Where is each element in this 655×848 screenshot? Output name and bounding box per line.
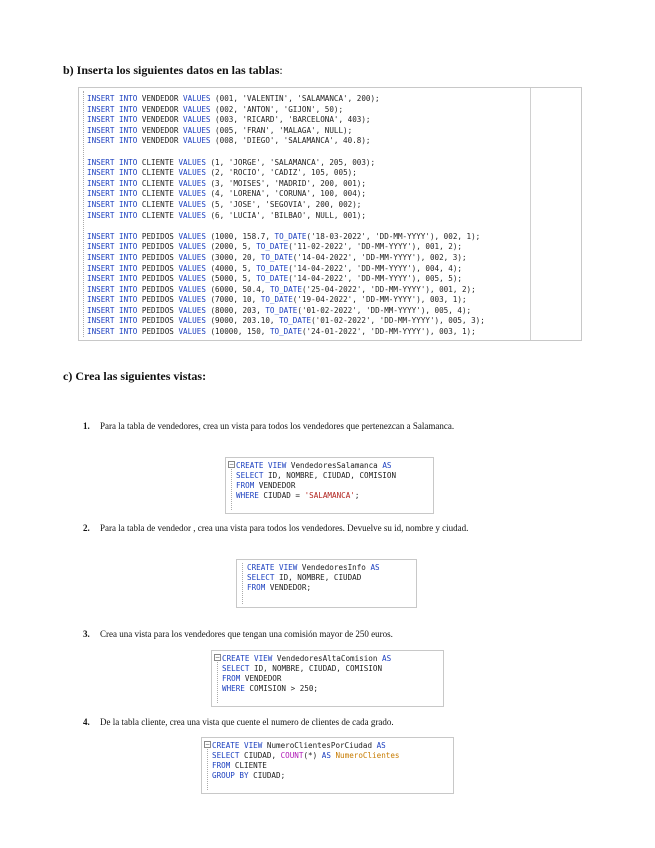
code-line — [87, 126, 485, 137]
values-text: (10000, 150, — [210, 327, 266, 337]
values-text: (002, 'ANTON', 'GIJON', 50); — [215, 104, 344, 114]
item-number: 2. — [83, 523, 90, 533]
sql-keyword: CREATE VIEW — [247, 563, 298, 572]
sql-keyword: VALUES — [178, 189, 206, 199]
values-text: (8000, 203, — [210, 305, 261, 315]
table-name: VENDEDOR — [141, 136, 179, 146]
sql-text: COMISION > 250; — [244, 684, 319, 693]
table-name: PEDIDOS — [141, 252, 174, 262]
sql-keyword: VALUES — [183, 125, 211, 135]
code-right-margin-line — [530, 88, 531, 340]
collapse-toggle-icon[interactable]: − — [215, 654, 221, 661]
sql-keyword: INSERT INTO — [87, 327, 138, 337]
sql-function: TO_DATE — [260, 252, 293, 262]
insert-code-lines — [87, 94, 485, 338]
sql-function: TO_DATE — [256, 242, 289, 252]
code-line — [87, 179, 485, 190]
sql-keyword: INSERT INTO — [87, 231, 138, 241]
collapse-toggle-icon[interactable]: − — [205, 741, 211, 748]
insert-code-block — [78, 87, 582, 341]
sql-keyword: FROM — [236, 481, 255, 490]
table-name: CLIENTE — [141, 157, 174, 167]
sql-text: ; — [354, 491, 360, 500]
sql-keyword: INSERT INTO — [87, 263, 138, 273]
code-line — [247, 573, 380, 583]
values-text: (2, 'ROCIO', 'CADIZ', 105, 005); — [210, 168, 357, 178]
sql-keyword: AS — [376, 741, 386, 750]
values-text: (005, 'FRAN', 'MALAGA', NULL); — [215, 125, 353, 135]
sql-keyword: INSERT INTO — [87, 94, 138, 103]
sql-keyword: FROM — [247, 583, 266, 592]
sql-keyword: VALUES — [178, 305, 206, 315]
item-number: 4. — [83, 717, 90, 727]
code-gutter — [207, 749, 208, 790]
sql-keyword: INSERT INTO — [87, 316, 138, 326]
code-line — [222, 664, 391, 674]
sql-keyword: INSERT INTO — [87, 104, 138, 114]
code-line — [87, 211, 485, 222]
sql-keyword: AS — [321, 751, 331, 760]
item-text: Para la tabla de vendedor , crea una vista para todos los vendedores. Devuelve su id, nombre y ciudad. — [100, 523, 469, 533]
table-name: PEDIDOS — [141, 305, 174, 315]
view-code-block-3 — [211, 650, 444, 707]
sql-text: ID, NOMBRE, CIUDAD, COMISION — [263, 471, 397, 480]
code-line — [87, 115, 485, 126]
values-text: ('25-04-2022', 'DD-MM-YYYY'), 001, 2); — [301, 284, 476, 294]
code-line — [87, 158, 485, 169]
table-name: CLIENTE — [141, 178, 174, 188]
sql-function: TO_DATE — [256, 274, 289, 284]
item-number: 3. — [83, 629, 90, 639]
table-name: PEDIDOS — [141, 274, 174, 284]
values-text: (008, 'DIEGO', 'SALAMANCA', 40.8); — [215, 136, 371, 146]
code-gutter — [231, 469, 232, 510]
values-text: (6000, 50.4, — [210, 284, 266, 294]
sql-keyword: VALUES — [183, 115, 211, 125]
sql-keyword: WHERE — [222, 684, 245, 693]
view-code-lines — [212, 741, 399, 781]
section-b-heading-colon: : — [279, 63, 283, 77]
sql-keyword: VALUES — [178, 295, 206, 305]
sql-keyword: VALUES — [178, 210, 206, 220]
sql-keyword: GROUP BY — [212, 771, 249, 780]
table-name: PEDIDOS — [141, 231, 174, 241]
code-line — [87, 285, 485, 296]
table-name: CLIENTE — [141, 189, 174, 199]
item-text: Crea una vista para los vendedores que tengan una comisión mayor de 250 euros. — [100, 629, 393, 639]
code-line — [87, 253, 485, 264]
sql-keyword: INSERT INTO — [87, 210, 138, 220]
sql-text: ID, NOMBRE, CIUDAD — [274, 573, 362, 582]
sql-keyword: VALUES — [183, 136, 211, 146]
sql-keyword: INSERT INTO — [87, 274, 138, 284]
values-text: (5000, 5, — [210, 274, 252, 284]
values-text: (3000, 20, — [210, 252, 257, 262]
values-text: ('01-02-2022', 'DD-MM-YYYY'), 005, 4); — [297, 305, 472, 315]
view-code-block-1 — [225, 457, 434, 514]
sql-keyword: INSERT INTO — [87, 305, 138, 315]
sql-string: 'SALAMANCA' — [304, 491, 355, 500]
sql-keyword: INSERT INTO — [87, 284, 138, 294]
sql-keyword: AS — [382, 461, 392, 470]
sql-keyword: VALUES — [178, 178, 206, 188]
table-name: VENDEDOR — [141, 104, 179, 114]
sql-keyword: SELECT — [236, 471, 264, 480]
sql-function: NumeroClientes — [330, 751, 400, 760]
table-name: CLIENTE — [141, 199, 174, 209]
sql-keyword: INSERT INTO — [87, 178, 138, 188]
view-code-block-2 — [236, 559, 417, 608]
sql-keyword: FROM — [212, 761, 231, 770]
code-line — [87, 295, 485, 306]
code-line — [222, 674, 391, 684]
code-line — [222, 684, 391, 694]
sql-text: VENDEDOR — [254, 481, 296, 490]
sql-function: TO_DATE — [269, 327, 302, 337]
values-text: (6, 'LUCIA', 'BILBAO', NULL, 001); — [210, 210, 366, 220]
code-line — [87, 189, 485, 200]
sql-keyword: VALUES — [178, 316, 206, 326]
sql-keyword: CREATE VIEW — [222, 654, 273, 663]
values-text: ('11-02-2022', 'DD-MM-YYYY'), 001, 2); — [288, 242, 462, 252]
sql-function: TO_DATE — [256, 263, 289, 273]
sql-keyword: VALUES — [178, 284, 206, 294]
code-line — [212, 741, 399, 751]
sql-keyword: INSERT INTO — [87, 189, 138, 199]
sql-keyword: SELECT — [212, 751, 240, 760]
code-line — [236, 471, 396, 481]
sql-keyword: VALUES — [178, 199, 206, 209]
code-line — [87, 168, 485, 179]
blank-line — [87, 221, 485, 232]
values-text: ('19-04-2022', 'DD-MM-YYYY'), 003, 1); — [292, 295, 467, 305]
sql-keyword: SELECT — [222, 664, 250, 673]
table-name: PEDIDOS — [141, 284, 174, 294]
sql-text: VENDEDOR; — [265, 583, 312, 592]
values-text: (4000, 5, — [210, 263, 252, 273]
sql-keyword: INSERT INTO — [87, 242, 138, 252]
sql-text: CIUDAD, — [239, 751, 281, 760]
table-name: CLIENTE — [141, 168, 174, 178]
sql-keyword: VALUES — [178, 263, 206, 273]
sql-keyword: AS — [370, 563, 380, 572]
sql-keyword: INSERT INTO — [87, 157, 138, 167]
sql-keyword: CREATE VIEW — [212, 741, 263, 750]
values-text: ('18-03-2022', 'DD-MM-YYYY'), 002, 1); — [306, 231, 481, 241]
values-text: (2000, 5, — [210, 242, 252, 252]
sql-keyword: INSERT INTO — [87, 136, 138, 146]
table-name: VENDEDOR — [141, 94, 179, 103]
code-line — [87, 232, 485, 243]
sql-text: CIUDAD; — [248, 771, 286, 780]
section-b-heading — [63, 63, 283, 78]
sql-keyword: VALUES — [178, 157, 206, 167]
values-text: (1, 'JORGE', 'SALAMANCA', 205, 003); — [210, 157, 376, 167]
table-name: PEDIDOS — [141, 327, 174, 337]
table-name: PEDIDOS — [141, 295, 174, 305]
values-text: ('14-04-2022', 'DD-MM-YYYY'), 005, 5); — [288, 274, 462, 284]
code-line — [236, 461, 396, 471]
table-name: PEDIDOS — [141, 242, 174, 252]
view-code-lines — [247, 563, 380, 593]
code-line — [87, 136, 485, 147]
sql-function: TO_DATE — [260, 295, 293, 305]
sql-keyword: INSERT INTO — [87, 295, 138, 305]
sql-keyword: AS — [382, 654, 392, 663]
sql-function: TO_DATE — [279, 316, 312, 326]
table-name: CLIENTE — [141, 210, 174, 220]
code-line — [87, 316, 485, 327]
sql-keyword: VALUES — [178, 274, 206, 284]
sql-keyword: VALUES — [178, 252, 206, 262]
code-line — [87, 242, 485, 253]
values-text: (4, 'LORENA', 'CORUNA', 100, 004); — [210, 189, 366, 199]
view-code-lines — [236, 461, 396, 501]
table-name: PEDIDOS — [141, 316, 174, 326]
code-line — [87, 274, 485, 285]
sql-text: VendedoresSalamanca — [286, 461, 383, 470]
values-text: ('14-04-2022', 'DD-MM-YYYY'), 004, 4); — [288, 263, 462, 273]
sql-keyword: VALUES — [183, 104, 211, 114]
sql-function: TO_DATE — [265, 305, 298, 315]
sql-text: VendedoresAltaComision — [272, 654, 383, 663]
code-line — [247, 583, 380, 593]
code-line — [222, 654, 391, 664]
sql-keyword: VALUES — [178, 327, 206, 337]
sql-keyword: INSERT INTO — [87, 125, 138, 135]
code-line — [236, 481, 396, 491]
section-b-heading-text: b) Inserta los siguientes datos en las tablas — [63, 63, 280, 77]
code-line — [212, 761, 399, 771]
sql-keyword: INSERT INTO — [87, 199, 138, 209]
sql-keyword: INSERT INTO — [87, 252, 138, 262]
sql-text: VENDEDOR — [240, 674, 282, 683]
section-c-heading: c) Crea las siguientes vistas: — [63, 369, 207, 383]
values-text: (1000, 158.7, — [210, 231, 270, 241]
sql-keyword: FROM — [222, 674, 241, 683]
sql-keyword: VALUES — [178, 231, 206, 241]
values-text: (001, 'VALENTIN', 'SALAMANCA', 200); — [215, 94, 380, 103]
table-name: VENDEDOR — [141, 115, 179, 125]
code-gutter — [217, 662, 218, 703]
code-line — [236, 491, 396, 501]
sql-keyword: INSERT INTO — [87, 168, 138, 178]
values-text: ('24-01-2022', 'DD-MM-YYYY'), 003, 1); — [301, 327, 476, 337]
code-line — [247, 563, 380, 573]
collapse-toggle-icon[interactable]: − — [229, 461, 235, 468]
sql-text: ID, NOMBRE, CIUDAD, COMISION — [249, 664, 383, 673]
sql-text: CIUDAD = — [258, 491, 305, 500]
sql-keyword: VALUES — [178, 242, 206, 252]
values-text: ('14-04-2022', 'DD-MM-YYYY'), 002, 3); — [292, 252, 467, 262]
sql-keyword: VALUES — [183, 94, 211, 103]
item-text: De la tabla cliente, crea una vista que cuente el numero de clientes de cada grado. — [100, 717, 394, 727]
item-number: 1. — [83, 421, 90, 431]
code-line — [87, 264, 485, 275]
values-text: (003, 'RICARD', 'BARCELONA', 403); — [215, 115, 371, 125]
table-name: VENDEDOR — [141, 125, 179, 135]
sql-function: COUNT — [280, 751, 304, 760]
code-line — [87, 200, 485, 211]
code-line — [87, 306, 485, 317]
view-code-lines — [222, 654, 391, 694]
sql-text: NumeroClientesPorCiudad — [262, 741, 377, 750]
code-line — [87, 105, 485, 116]
code-line — [212, 771, 399, 781]
code-line — [212, 751, 399, 761]
sql-text: CLIENTE — [230, 761, 267, 770]
code-line — [87, 94, 485, 105]
code-gutter — [83, 91, 84, 337]
code-line — [87, 327, 485, 338]
sql-function: TO_DATE — [274, 231, 307, 241]
values-text: (3, 'MOISES', 'MADRID', 200, 001); — [210, 178, 366, 188]
sql-keyword: CREATE VIEW — [236, 461, 287, 470]
sql-keyword: VALUES — [178, 168, 206, 178]
sql-text: (*) — [303, 751, 322, 760]
sql-keyword: WHERE — [236, 491, 259, 500]
values-text: (7000, 10, — [210, 295, 257, 305]
blank-line — [87, 147, 485, 158]
item-text: Para la tabla de vendedores, crea un vista para todos los vendedores que pertenezcan a Salamanca. — [100, 421, 455, 431]
view-code-block-4 — [201, 737, 454, 794]
table-name: PEDIDOS — [141, 263, 174, 273]
sql-keyword: INSERT INTO — [87, 115, 138, 125]
values-text: (5, 'JOSE', 'SEGOVIA', 200, 002); — [210, 199, 362, 209]
values-text: (9000, 203.10, — [210, 316, 275, 326]
sql-function: TO_DATE — [269, 284, 302, 294]
sql-keyword: SELECT — [247, 573, 275, 582]
code-gutter — [242, 563, 243, 604]
sql-text: VendedoresInfo — [297, 563, 371, 572]
values-text: ('01-02-2022', 'DD-MM-YYYY'), 005, 3); — [311, 316, 485, 326]
